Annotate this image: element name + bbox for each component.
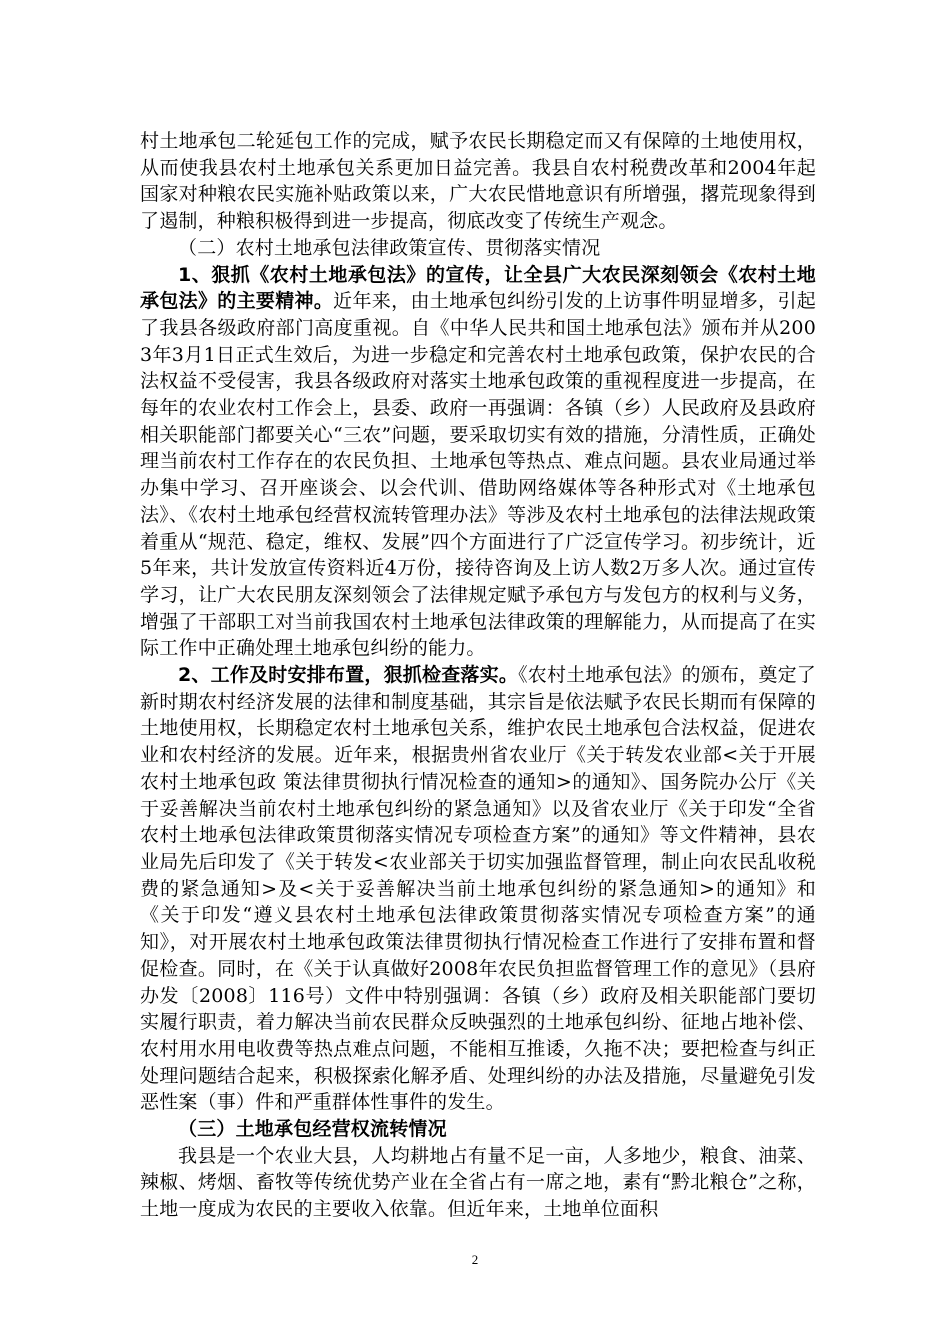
section-heading-3: （三）土地承包经营权流转情况: [178, 1118, 447, 1141]
paragraph-lead: 1、狠抓《农村土地承包法》的宣传，让全县广大农民深刻领会《农村土地承包法》的主要精神。: [140, 263, 816, 313]
paragraph-transfer: 我县是一个农业大县，人均耕地占有量不足一亩，人多地少，粮食、油菜、辣椒、烤烟、畜牧等传统优势产业在全省占有一席之地，素有“黔北粮仓”之称，土地一度成为农民的主要收入依靠。但近年来，土地单位面积: [140, 1144, 816, 1221]
paragraph-body: 《农村土地承包法》的颁布，奠定了新时期农村经济发展的法律和制度基础，其宗旨是依法赋予农民长期而有保障的土地使用权，长期稳定农村土地承包关系，维护农民土地承包合法权益，促进农业和农村经济的发展。近年来，根据贵州省农业厅《关于转发农业部<关于开展农村土地承包政 策法律贯彻执行情况检查的通知>的通知》、国务院办公厅《关于妥善解决当前农村土地承包纠纷的紧急通知》以及省农业厅《关于印发“全省农村土地承包法律政策贯彻落实情况专项检查方案”的通知》等文件精神，县农业局先后印发了《关于转发<农业部关于切实加强监督管理，制止向农民乱收税费的紧急通知>及<关于妥善解决当前土地承包纠纷的紧急通知>的通知》和《关于印发“遵义县农村土地承包法律政策贯彻落实情况专项检查方案”的通知》，对开展农村土地承包政策法律贯彻执行情况检查工作进行了安排布置和督促检查。同时，在《关于认真做好2008年农民负担监督管理工作的意见》（县府办发〔2008〕116号）文件中特别强调：各镇（乡）政府及相关职能部门要切实履行职责，着力解决当前农民群众反映强烈的土地承包纠纷、征地占地补偿、农村用水用电收费等热点难点问题，不能相互推诿，久拖不决；要把检查与纠正处理问题结合起来，积极探索化解矛盾、处理纠纷的办法及措施，尽量避免引发恶性案（事）件和严重群体性事件的发生。: [140, 664, 816, 1114]
paragraph-intro: 村土地承包二轮延包工作的完成，赋予农民长期稳定而又有保障的土地使用权，从而使我县农村土地承包关系更加日益完善。我县自农村税费改革和2004年起国家对种粮农民实施补贴政策以来，广大农民惜地意识有所增强，撂荒现象得到了遏制，种粮积极得到进一步提高，彻底改变了传统生产观念。: [140, 130, 816, 233]
page-number: 2: [471, 1252, 479, 1267]
document-body: [140, 128, 816, 1223]
paragraph-lead: 2、工作及时安排布置，狠抓检查落实。: [178, 664, 519, 687]
paragraph-inspection: [140, 662, 816, 1116]
paragraph-body: 近年来，由土地承包纠纷引发的上访事件明显增多，引起了我县各级政府部门高度重视。自《中华人民共和国土地承包法》颁布并从2003年3月1日正式生效后，为进一步稳定和完善农村土地承包政策，保护农民的合法权益不受侵害，我县各级政府对落实土地承包政策的重视程度进一步提高，在每年的农业农村工作会上，县委、政府一再强调：各镇（乡）人民政府及县政府相关职能部门都要关心“三农”问题，要采取切实有效的措施，分清性质，正确处理当前农村工作存在的农民负担、土地承包等热点、难点问题。县农业局通过举办集中学习、召开座谈会、以会代训、借助网络媒体等各种形式对《土地承包法》、《农村土地承包经营权流转管理办法》等涉及农村土地承包的法律法规政策着重从“规范、稳定，维权、发展”四个方面进行了广泛宣传学习。初步统计，近5年来，共计发放宣传资料近4万份，接待咨询及上访人数2万多人次。通过宣传学习，让广大农民朋友深刻领会了法律规定赋予承包方与发包方的权利与义务，增强了干部职工对当前我国农村土地承包法律政策的理解能力，从而提高了在实际工作中正确处理土地承包纠纷的能力。: [140, 290, 816, 660]
section-heading-2: （二）农村土地承包法律政策宣传、贯彻落实情况: [178, 236, 601, 259]
paragraph-publicity: [140, 262, 816, 663]
